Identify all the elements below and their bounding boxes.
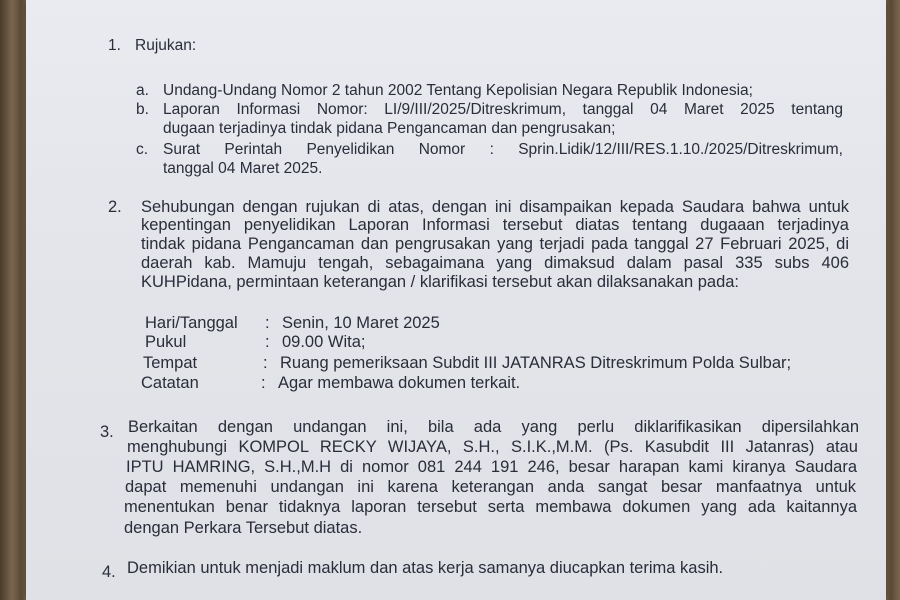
closing-line: Demikian untuk menjadi maklum dan atas kerja samanya diucapkan terima kasih. xyxy=(127,559,724,577)
paragraph-line: IPTU HAMRING, S.H.,M.H di nomor 081 244 191 246, besar harapan kami kiranya Saudara xyxy=(126,458,857,476)
paragraph-line: Berkaitan dengan undangan ini, bila ada yang perlu diklarifikasikan dipersilahkan xyxy=(128,418,859,436)
paragraph-line: daerah kab. Mamuju tengah, sebagaimana yang dimaksud dalam pasal 335 subs 406 xyxy=(141,254,849,272)
detail-separator: : xyxy=(263,354,268,372)
item-letter: b. xyxy=(136,101,149,118)
detail-row-date xyxy=(145,314,845,334)
paragraph-line: Sehubungan dengan rujukan di atas, dengan ini disampaikan kepada Saudara bahwa untuk xyxy=(141,198,849,216)
detail-value: Senin, 10 Maret 2025 xyxy=(282,314,440,332)
section-number: 3. xyxy=(100,423,114,441)
detail-label: Tempat xyxy=(143,354,198,372)
detail-separator: : xyxy=(265,333,270,351)
detail-row-note xyxy=(141,374,841,394)
reference-a-text: Undang-Undang Nomor 2 tahun 2002 Tentang Kepolisian Negara Republik Indonesia; xyxy=(163,82,753,99)
paragraph-line: tindak pidana Pengancaman dan pengrusakan yang terjadi pada tanggal 27 Februari 2025, di xyxy=(141,235,849,253)
detail-row-time xyxy=(145,333,845,353)
detail-value: 09.00 Wita; xyxy=(282,333,366,351)
detail-value: Agar membawa dokumen terkait. xyxy=(278,374,521,392)
detail-label: Catatan xyxy=(141,374,199,392)
paragraph-line: dengan Perkara Tersebut diatas. xyxy=(124,519,363,537)
paragraph-line: menentukan benar tidaknya laporan tersebut serta membawa dokumen yang ada kaitannya xyxy=(124,498,857,516)
paragraph-line: dapat memenuhi undangan ini karena keterangan anda sangat besar manfaatnya untuk xyxy=(125,478,856,496)
section-title: Rujukan: xyxy=(135,37,197,54)
paragraph-line: KUHPidana, permintaan keterangan / klarifikasi tersebut akan dilaksanakan pada: xyxy=(141,273,740,291)
letter-page xyxy=(26,0,886,600)
detail-label: Hari/Tanggal xyxy=(145,314,238,332)
detail-separator: : xyxy=(265,314,270,332)
detail-row-place xyxy=(143,354,853,374)
detail-separator: : xyxy=(261,374,266,392)
item-letter: a. xyxy=(136,82,149,99)
item-letter: c. xyxy=(136,141,149,158)
reference-c-line1: Surat Perintah Penyelidikan Nomor : Sprin.Lidik/12/III/RES.1.10./2025/Ditreskrimum, xyxy=(163,141,843,158)
reference-c-line2: tanggal 04 Maret 2025. xyxy=(163,160,323,177)
section-number: 4. xyxy=(102,563,116,581)
detail-label: Pukul xyxy=(145,333,187,351)
detail-value: Ruang pemeriksaan Subdit III JATANRAS Ditreskrimum Polda Sulbar; xyxy=(280,354,792,372)
paragraph-line: kepentingan penyelidikan Laporan Informasi tersebut diatas tentang dugaaan terjadinya xyxy=(141,216,849,234)
section-number: 1. xyxy=(108,37,121,54)
paragraph-line: menghubungi KOMPOL RECKY WIJAYA, S.H., S.I.K.,M.M. (Ps. Kasubdit III Jatanras) atau xyxy=(127,438,858,456)
reference-b-line2: dugaan terjadinya tindak pidana Pengancaman dan pengrusakan; xyxy=(163,120,616,137)
section-number: 2. xyxy=(108,198,122,216)
reference-b-line1: Laporan Informasi Nomor: LI/9/III/2025/Ditreskrimum, tanggal 04 Maret 2025 tentang xyxy=(163,101,843,118)
